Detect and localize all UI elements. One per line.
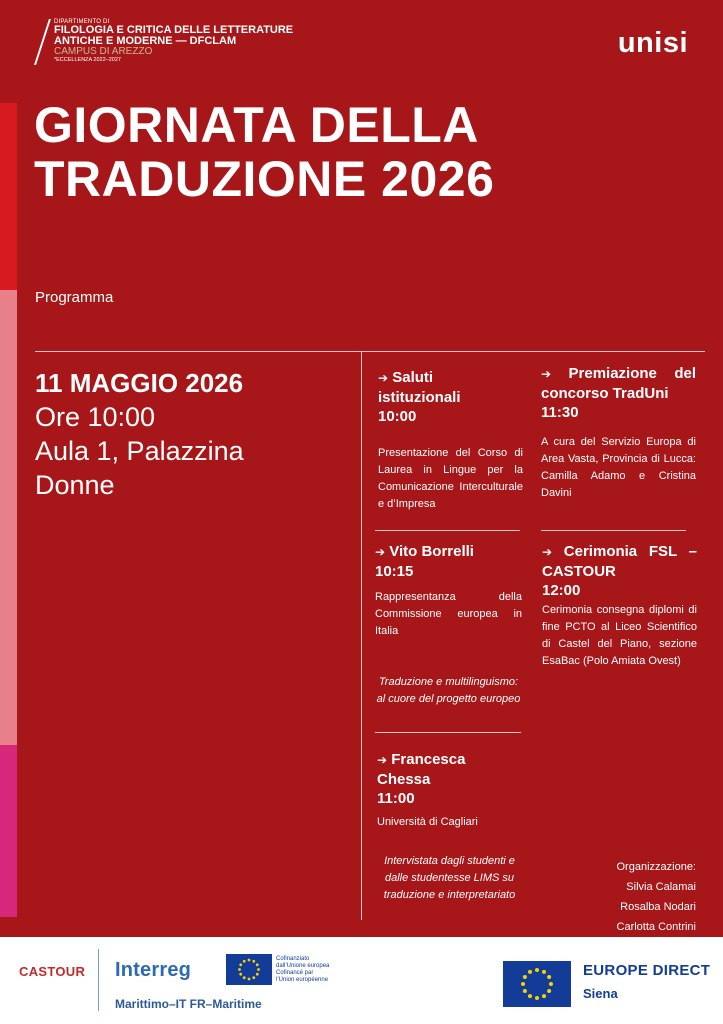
item-heading: ➔ Francesca Chessa [377, 751, 466, 788]
item-heading: ➔ Cerimonia FSL – [542, 543, 697, 560]
item-time: 10:15 [375, 563, 414, 580]
item-quote: Traduzione e multilinguismo: al cuore del progetto europeo [376, 676, 521, 705]
footer-divider [98, 949, 99, 1011]
item-description: Università di Cagliari [377, 816, 478, 828]
event-date: 11 MAGGIO 2026 [35, 368, 244, 398]
divider-top [35, 351, 705, 352]
dept-line-4: *ECCELLENZA 2022–2027 [54, 57, 121, 63]
item-time: 11:30 [541, 404, 579, 421]
dept-line-1: FILOLOGIA E CRITICA DELLE LETTERATURE [54, 24, 294, 36]
item-heading-2: CASTOUR [542, 563, 616, 580]
event-place-2: Donne [35, 470, 115, 500]
item-heading: ➔ Premiazione del [541, 365, 696, 382]
cofinanziato-text [276, 956, 329, 984]
unisi-logo: unisi [617, 27, 688, 59]
event-time: Ore 10:00 [35, 402, 156, 432]
item-heading: ➔ Saluti [378, 369, 434, 386]
arrow-icon: ➔ [542, 545, 553, 559]
marittimo-label: Marittimo–IT FR–Maritime [115, 997, 262, 1011]
program-item-chessa [377, 750, 522, 904]
dept-line-2: ANTICHE E MODERNE — DFCLAM [54, 35, 237, 47]
item-separator [375, 530, 520, 531]
org-name: Carlotta Contrini [616, 921, 696, 933]
europe-direct-title: EUROPE DIRECT [583, 962, 711, 979]
footer-logos [0, 937, 723, 1024]
cofin-line: Cofinanziato [276, 956, 310, 962]
programma-label: Programma [35, 289, 114, 306]
program-item-cerimonia [542, 542, 697, 670]
europe-direct-flag-icon [503, 961, 571, 1007]
logo-slash [34, 19, 51, 65]
item-description: Rappresentanza della Commissione europea in Italia [375, 591, 522, 637]
program-item-premiazione [541, 364, 696, 502]
page-title [34, 98, 674, 206]
divider-vertical [361, 352, 362, 920]
item-time: 10:00 [378, 408, 417, 425]
europe-direct-city: Siena [583, 986, 618, 1001]
organizzazione [617, 857, 697, 937]
interreg-logo: Interreg [115, 959, 192, 981]
arrow-icon: ➔ [378, 371, 389, 385]
program-item-borrelli [375, 542, 522, 708]
cofin-line: Cofinancé par [276, 970, 314, 976]
item-description: Presentazione del Corso di Laurea in Lingue per la Comunicazione Interculturale e d’Impresa [378, 447, 523, 510]
arrow-icon: ➔ [375, 545, 386, 559]
eu-flag-icon [226, 954, 272, 985]
castour-logo: CASTOUR [19, 964, 86, 979]
arrow-icon: ➔ [541, 367, 552, 381]
item-separator [541, 530, 686, 531]
accent-stripe-red [0, 103, 17, 290]
item-heading: ➔ Vito Borrelli [375, 543, 474, 560]
accent-stripe-pink [0, 290, 17, 745]
accent-stripe-magenta [0, 745, 17, 917]
dept-line-0: DIPARTIMENTO DI [54, 19, 110, 25]
org-label: Organizzazione: [616, 861, 696, 873]
title-line-2: TRADUZIONE 2026 [34, 151, 495, 207]
org-name: Silvia Calamai [626, 881, 696, 893]
item-description: Cerimonia consegna diplomi di fine PCTO al Liceo Scientifico di Castel del Piano, sezione EsaBac (Polo Amiata Ovest) [542, 604, 697, 667]
cofin-line: l’Union européenne [276, 977, 329, 983]
item-quote: Intervistata dagli studenti e dalle studentesse LIMS su traduzione e interpretariato [383, 855, 516, 901]
item-time: 11:00 [377, 790, 415, 807]
dept-line-3: CAMPUS DI AREZZO [54, 46, 153, 57]
item-heading-2: istituzionali [378, 389, 461, 406]
event-info [35, 367, 355, 502]
item-heading-2: concorso TradUni [541, 385, 669, 402]
org-name: Rosalba Nodari [620, 901, 696, 913]
item-description: A cura del Servizio Europa di Area Vasta, Provincia di Lucca: Camilla Adamo e Cristina Davini [541, 436, 696, 499]
item-separator [375, 732, 521, 733]
cofin-line: dall’Unione europea [276, 963, 330, 969]
title-line-1: GIORNATA DELLA [34, 97, 479, 153]
program-item-saluti [378, 368, 523, 513]
arrow-icon: ➔ [377, 753, 388, 767]
item-time: 12:00 [542, 582, 581, 599]
event-place-1: Aula 1, Palazzina [35, 436, 244, 466]
